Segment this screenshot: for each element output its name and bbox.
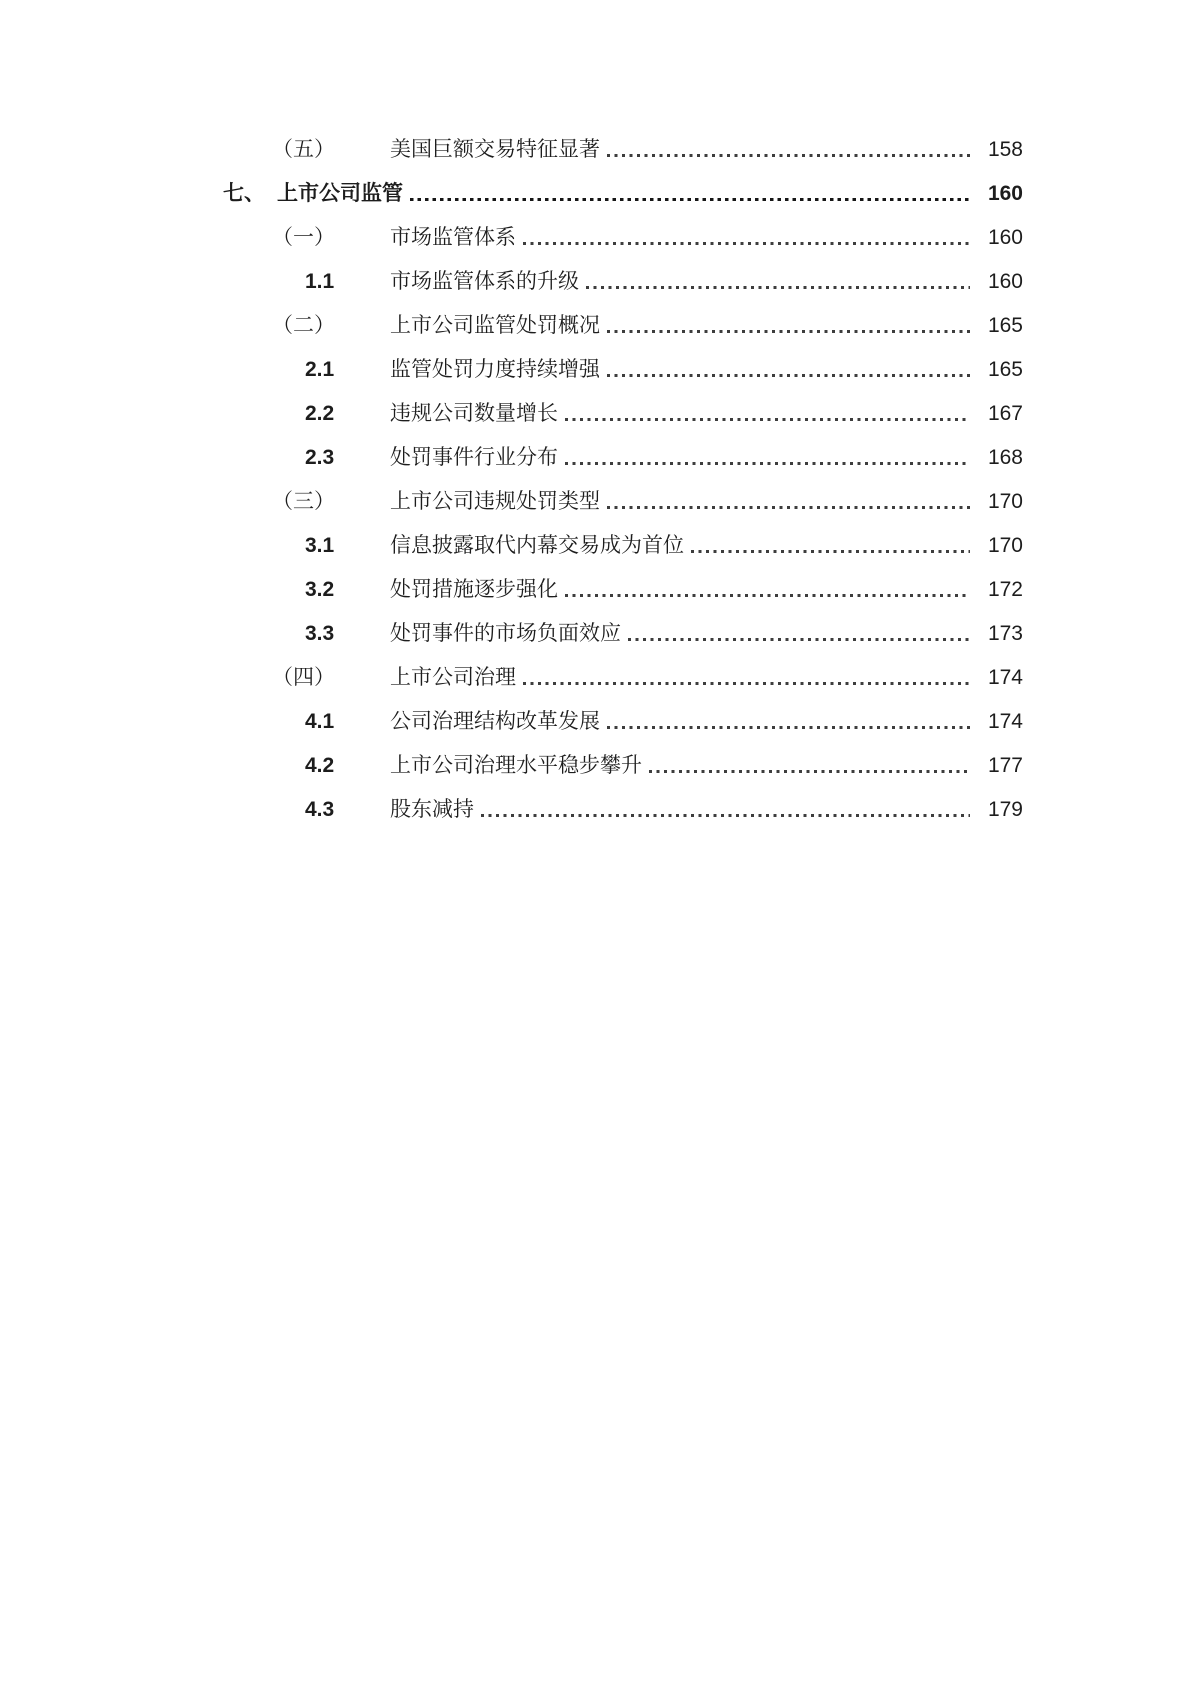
toc-entry[interactable] <box>223 447 1023 469</box>
dot-leader <box>628 638 970 641</box>
toc-entry-number: （二） <box>272 314 335 337</box>
toc-entry-page: 172 <box>987 578 1023 601</box>
toc-entry[interactable] <box>223 755 1023 777</box>
toc-entry-page: 165 <box>987 314 1023 337</box>
toc-entry-page: 170 <box>987 534 1023 557</box>
toc-entry[interactable] <box>223 535 1023 557</box>
toc-entry-page: 170 <box>987 490 1023 513</box>
toc-entry-page: 167 <box>987 402 1023 425</box>
toc-entry[interactable] <box>223 271 1023 293</box>
toc-entry-number: 3.3 <box>305 622 335 645</box>
toc-entry-page: 177 <box>987 754 1023 777</box>
toc-entry[interactable] <box>223 227 1023 249</box>
toc-entry[interactable] <box>223 315 1023 337</box>
toc-entry-page: 173 <box>987 622 1023 645</box>
toc-entry-number: （五） <box>272 138 335 161</box>
toc-entry-number: 4.1 <box>305 710 335 733</box>
toc-entry-page: 160 <box>987 270 1023 293</box>
toc-entry-number: 2.2 <box>305 402 335 425</box>
dot-leader <box>565 462 970 465</box>
toc-entry-title: 处罚事件行业分布 <box>390 446 558 469</box>
dot-leader <box>410 198 970 202</box>
toc-entry-title: 处罚事件的市场负面效应 <box>390 622 621 645</box>
dot-leader <box>565 594 970 597</box>
dot-leader <box>481 814 970 817</box>
dot-leader <box>586 286 970 289</box>
toc-entry-title: 股东减持 <box>390 798 474 821</box>
toc-entry-page: 160 <box>987 226 1023 249</box>
toc-entry[interactable] <box>223 623 1023 645</box>
toc-entry[interactable] <box>223 799 1023 821</box>
toc-entry-title: 市场监管体系 <box>390 226 516 249</box>
toc-entry-title: 上市公司治理水平稳步攀升 <box>390 754 642 777</box>
toc-entry-title: 美国巨额交易特征显著 <box>390 138 600 161</box>
toc-entry-number: 3.2 <box>305 578 335 601</box>
toc-entry[interactable] <box>223 711 1023 733</box>
toc-entry[interactable] <box>223 139 1023 161</box>
dot-leader <box>607 506 970 509</box>
toc-entry[interactable] <box>223 667 1023 689</box>
toc-entry-number: （一） <box>272 226 335 249</box>
dot-leader <box>523 682 970 685</box>
dot-leader <box>649 770 970 773</box>
toc-entry-number: 4.2 <box>305 754 335 777</box>
toc-entry-number: 4.3 <box>305 798 335 821</box>
toc-entry-title: 信息披露取代内幕交易成为首位 <box>390 534 684 557</box>
toc-entry-title: 上市公司治理 <box>390 666 516 689</box>
toc-entry[interactable] <box>223 183 1023 205</box>
toc-entry-number: （三） <box>272 490 335 513</box>
toc-entry-title: 违规公司数量增长 <box>390 402 558 425</box>
toc-entry-page: 174 <box>987 710 1023 733</box>
toc-entry-number: 3.1 <box>305 534 335 557</box>
toc-entry-number: 七、 <box>223 182 265 205</box>
toc-entry-number: 2.1 <box>305 358 335 381</box>
toc-entry-page: 174 <box>987 666 1023 689</box>
table-of-contents <box>223 139 1023 843</box>
toc-entry[interactable] <box>223 579 1023 601</box>
dot-leader <box>607 154 970 157</box>
dot-leader <box>691 550 970 553</box>
toc-entry-number: 2.3 <box>305 446 335 469</box>
dot-leader <box>607 374 970 377</box>
toc-entry-title: 公司治理结构改革发展 <box>390 710 600 733</box>
dot-leader <box>565 418 970 421</box>
toc-entry-page: 168 <box>987 446 1023 469</box>
toc-entry-page: 165 <box>987 358 1023 381</box>
toc-entry-title: 上市公司监管处罚概况 <box>390 314 600 337</box>
dot-leader <box>523 242 970 245</box>
toc-entry-title: 监管处罚力度持续增强 <box>390 358 600 381</box>
dot-leader <box>607 726 970 729</box>
toc-entry-title: 处罚措施逐步强化 <box>390 578 558 601</box>
toc-entry-title: 市场监管体系的升级 <box>390 270 579 293</box>
toc-entry-number: 1.1 <box>305 270 335 293</box>
toc-entry[interactable] <box>223 359 1023 381</box>
toc-entry-title: 上市公司监管 <box>277 182 403 205</box>
toc-entry-page: 158 <box>987 138 1023 161</box>
toc-entry-title: 上市公司违规处罚类型 <box>390 490 600 513</box>
toc-entry[interactable] <box>223 491 1023 513</box>
toc-entry[interactable] <box>223 403 1023 425</box>
dot-leader <box>607 330 970 333</box>
toc-entry-page: 179 <box>987 798 1023 821</box>
toc-entry-number: （四） <box>272 666 335 689</box>
toc-entry-page: 160 <box>987 182 1023 205</box>
